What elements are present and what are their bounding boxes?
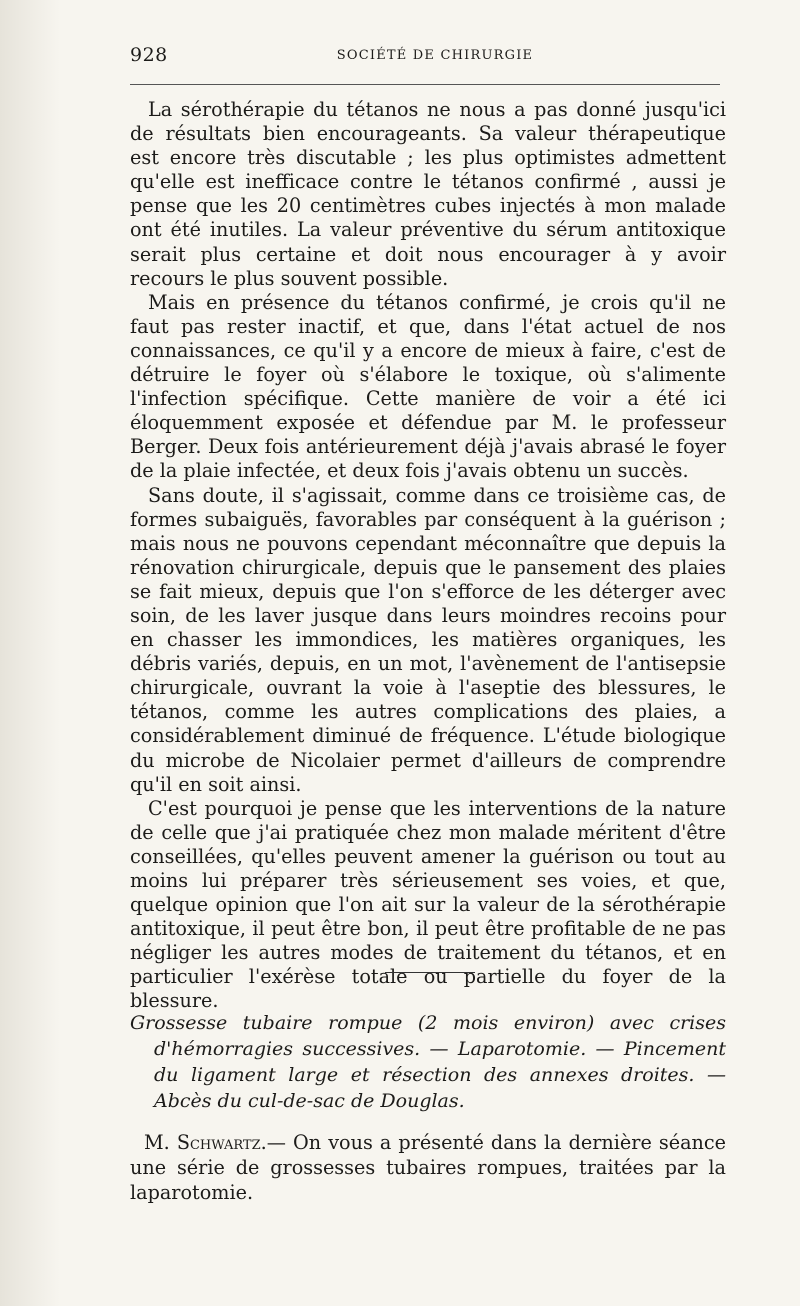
section-title: Grossesse tubaire rompue (2 mois environ) avec crises d'hémorragies successives. — Laparotomie. — Pincement du ligament large et résection des annexes droites. — Abcès du cul-de-sac de Douglas. bbox=[130, 1012, 726, 1112]
speaker-text: On vous a présenté dans la dernière séance une série de grossesses tubaires rompues, traitées par la laparotomie. bbox=[130, 1131, 726, 1204]
body-text bbox=[130, 98, 726, 1014]
section-separator bbox=[385, 972, 475, 973]
paragraph-conclusion: C'est pourquoi je pense que les interventions de la nature de celle que j'ai pratiquée chez mon malade méritent d'être conseillées, qu'elles peuvent amener la guérison ou tout au moins lui préparer très sérieusement ses voies, et que, quelque opinion que l'on ait sur la valeur de la sérothérapie antitoxique, il peut être bon, il peut être profitable de ne pas négliger les autres modes de traitement du tétanos, et en particulier l'exérèse totale ou partielle du foyer de la blessure. bbox=[130, 796, 726, 1013]
page-header bbox=[130, 44, 720, 74]
paragraph-serotherapie: La sérothérapie du tétanos ne nous a pas donné jusqu'ici de résultats bien encourageants. Sa valeur thérapeutique est encore très discutable ; les plus optimistes admettent qu'elle est inefficace contre le tétanos confirmé , aussi je pense que les 20 centimètres cubes injectés à mon malade ont été inutiles. La valeur préventive du sérum antitoxique serait plus certaine et doit nous encourager à y avoir recours le plus souvent possible. bbox=[130, 98, 726, 290]
paragraph-sans-doute: Sans doute, il s'agissait, comme dans ce troisième cas, de formes subaiguës, favorables par conséquent à la guérison ; mais nous ne pouvons cependant méconnaître que depuis la rénovation chirurgicale, depuis que le pansement des plaies se fait mieux, depuis que l'on s'efforce de les déterger avec soin, de les laver jusque dans leurs moindres recoins pour en chasser les immondices, les matières organiques, les débris variés, depuis, en un mot, l'avènement de l'antisepsie chirurgicale, ouvrant la voie à l'aseptie des blessures, le tétanos, comme les autres complications des plaies, a considérablement diminué de fréquence. L'étude biologique du microbe de Nicolaier permet d'ailleurs de comprendre qu'il en soit ainsi. bbox=[130, 483, 726, 796]
running-head: SOCIÉTÉ DE CHIRURGIE bbox=[336, 48, 534, 63]
page-edge-shadow bbox=[0, 0, 60, 1306]
section-title-block bbox=[130, 1010, 726, 1114]
paragraph-tetanos-confirme: Mais en présence du tétanos confirmé, je crois qu'il ne faut pas rester inactif, et que, dans l'état actuel de nos connaissances, ce qu'il y a encore de mieux à faire, c'est de détruire le foyer où s'élabore le toxique, où s'alimente l'infection spécifique. Cette manière de voir a été ici éloquemment exposée et défendue par M. le professeur Berger. Deux fois antérieurement déjà j'avais abrasé le foyer de la plaie infectée, et deux fois j'avais obtenu un succès. bbox=[130, 290, 726, 483]
speaker-name: M. Schwartz.— bbox=[144, 1131, 286, 1154]
page-number: 928 bbox=[130, 44, 168, 66]
header-rule bbox=[130, 84, 720, 85]
final-text bbox=[130, 1130, 726, 1205]
paragraph-schwartz bbox=[130, 1130, 726, 1205]
